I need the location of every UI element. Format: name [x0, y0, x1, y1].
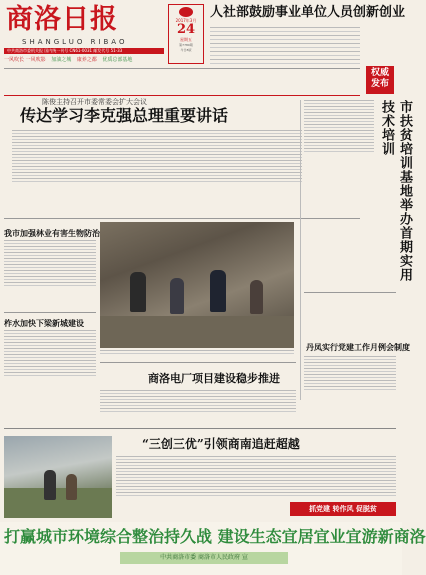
person-figure — [44, 470, 56, 500]
date-box — [168, 4, 204, 64]
story-mid-headline: 商洛电厂项目建设稳步推进 — [148, 372, 280, 385]
story-left-2-body — [4, 330, 96, 396]
slogan-1: 一风吹长 一风吹影 — [4, 57, 46, 63]
weekday: 星期五 — [180, 37, 192, 42]
right-story-2-headline: 丹凤实行党建工作月例会制度 — [306, 342, 410, 352]
person-figure — [170, 278, 184, 314]
feature-tag: 抓党建 转作风 促脱贫 — [290, 502, 396, 516]
right-column-headline: 市扶贫培训基地举办首期实用技术培训 — [379, 100, 412, 282]
divider — [4, 312, 96, 313]
person-figure — [210, 270, 226, 312]
masthead-slogans — [4, 56, 164, 64]
issue-info: 第7780期 — [179, 43, 193, 47]
right-story-body — [304, 100, 374, 280]
ground — [100, 316, 294, 348]
feature-photo — [4, 436, 112, 518]
right-story-2-body — [304, 356, 396, 406]
story-left-2-headline: 柞水加快下梁新城建设 — [4, 318, 84, 328]
main-news-photo — [100, 222, 294, 348]
badge-line-1: 权威 — [370, 68, 389, 78]
authority-badge — [366, 66, 394, 94]
masthead-info-line: 中共商洛市委机关报 国内统一刊号 CN61-0031 邮发代号 51-33 — [7, 48, 123, 53]
slogan-2: 加油之城 — [51, 57, 72, 63]
bottom-banner — [0, 522, 426, 575]
lead-headline: 传达学习李克强总理重要讲话 — [20, 106, 229, 125]
divider — [4, 68, 360, 69]
date-year-month: 2017年3月 — [175, 18, 197, 23]
edition-info: 今日8版 — [180, 48, 192, 52]
column-divider — [300, 100, 301, 400]
person-figure — [130, 272, 146, 312]
masthead-info-bar — [4, 48, 164, 54]
date-day: 24 — [176, 22, 196, 37]
top-story-body — [210, 24, 360, 68]
newspaper-pinyin: SHANGLUO RIBAO — [22, 38, 128, 46]
slogan-3: 康养之都 — [76, 57, 97, 63]
feature-headline: “三创三优”引领商南追赶超越 — [142, 437, 300, 451]
divider — [304, 292, 396, 293]
lead-kicker: 陈俊主持召开市委常委会扩大会议 — [42, 98, 147, 106]
badge-line-2: 发布 — [370, 79, 389, 89]
divider — [4, 428, 396, 429]
banner-main-text: 打赢城市环境综合整治持久战 建设生态宜居宜业宜游新商洛 — [4, 527, 426, 546]
story-left-1-body — [4, 240, 96, 308]
divider — [4, 95, 360, 96]
person-figure — [250, 280, 263, 314]
divider — [100, 362, 296, 363]
person-figure — [66, 474, 77, 500]
photo-caption — [100, 350, 294, 358]
emblem-icon — [179, 7, 193, 17]
story-left-1-headline: 我市加强林业有害生物防治 — [4, 228, 100, 238]
slogan-4: 优质总部基地 — [102, 57, 133, 63]
story-mid-body — [100, 390, 296, 426]
banner-sub-text: 中共商洛市委 商洛市人民政府 宣 — [160, 554, 248, 561]
lead-body — [12, 130, 302, 204]
newspaper-logo: 商洛日报 — [6, 4, 118, 35]
top-headline: 人社部鼓励事业单位人员创新创业 — [210, 5, 406, 20]
banner-sub-bar — [120, 552, 288, 564]
field — [4, 488, 112, 518]
